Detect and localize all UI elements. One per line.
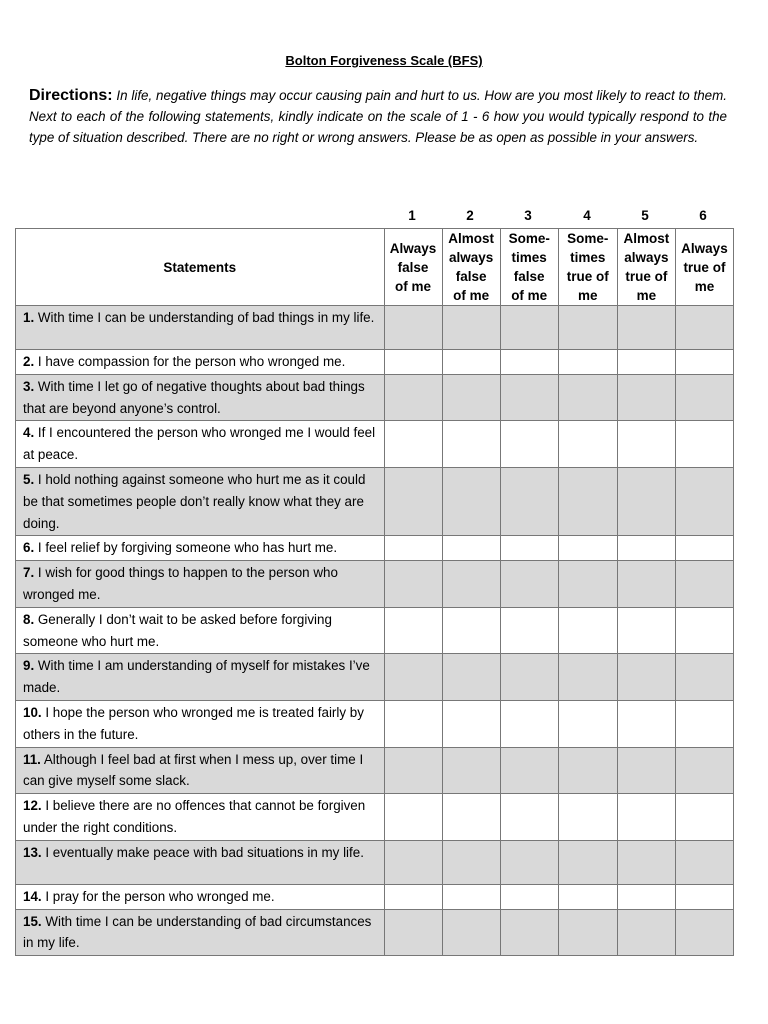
response-cell-4[interactable] — [558, 350, 617, 375]
response-cell-2[interactable] — [442, 909, 500, 956]
statement-text: I believe there are no offences that cannot be forgiven under the right conditions. — [23, 798, 366, 835]
response-cell-5[interactable] — [617, 654, 675, 701]
option-header-1 — [384, 229, 442, 306]
statements-header: Statements — [16, 229, 385, 306]
response-cell-1[interactable] — [384, 536, 442, 561]
response-cell-3[interactable] — [500, 884, 558, 909]
option-header-line: me — [636, 288, 657, 303]
scale-number-3: 3 — [524, 208, 532, 223]
response-cell-1[interactable] — [384, 374, 442, 421]
statement-number: 5. — [23, 471, 35, 487]
response-cell-4[interactable] — [558, 421, 617, 468]
statement-text: With time I am understanding of myself for mistakes I’ve made. — [23, 658, 370, 696]
response-cell-1[interactable] — [384, 794, 442, 841]
response-cell-4[interactable] — [558, 467, 617, 535]
response-cell-4[interactable] — [558, 536, 617, 561]
statement-text: If I encountered the person who wronged me I would feel at peace. — [23, 425, 376, 463]
option-header-line: always — [624, 250, 669, 265]
statement-cell — [16, 884, 385, 909]
statement-cell — [16, 561, 385, 608]
directions-lead: Directions: — [29, 87, 113, 104]
option-header-line: false — [455, 269, 487, 284]
statement-number: 2. — [23, 354, 35, 369]
statement-number: 3. — [23, 378, 35, 394]
response-cell-2[interactable] — [442, 840, 500, 884]
option-header-line: Almost — [448, 231, 494, 246]
response-cell-1[interactable] — [384, 909, 442, 956]
table-row — [16, 909, 734, 956]
response-cell-6[interactable] — [675, 561, 733, 608]
option-header-line: me — [578, 288, 598, 303]
option-header-line: Some- — [508, 231, 550, 246]
response-cell-3[interactable] — [500, 654, 558, 701]
statement-number: 8. — [23, 611, 35, 627]
option-header-6 — [675, 229, 733, 306]
table-header-row — [16, 229, 734, 306]
page-title: Bolton Forgiveness Scale (BFS) — [285, 53, 483, 68]
table-row — [16, 654, 734, 701]
statement-number: 10. — [23, 704, 42, 720]
table-row — [16, 700, 734, 747]
response-cell-6[interactable] — [675, 747, 733, 794]
response-cell-6[interactable] — [675, 306, 733, 350]
option-header-line: always — [448, 250, 494, 265]
response-cell-1[interactable] — [384, 421, 442, 468]
statement-text: Generally I don’t wait to be asked before forgiving someone who hurt me. — [23, 611, 332, 649]
table-row — [16, 421, 734, 468]
option-header-4 — [558, 229, 617, 306]
statement-cell — [16, 654, 385, 701]
response-cell-5[interactable] — [617, 909, 675, 956]
statement-cell — [16, 467, 385, 535]
response-cell-4[interactable] — [558, 700, 617, 747]
statement-text: With time I let go of negative thoughts about bad things that are beyond anyone’s control. — [23, 378, 365, 416]
response-cell-1[interactable] — [384, 747, 442, 794]
response-cell-6[interactable] — [675, 909, 733, 956]
response-cell-3[interactable] — [500, 909, 558, 956]
option-header-line: Always — [389, 240, 437, 256]
directions-text: In life, negative things may occur causing pain and hurt to us. How are you most likely to react to them. Next to each of the following statements, kindly indicate on the scale of 1 - 6 how you would typically respond to the type of situation described. There are no right or wrong answers. Please be as open as possible in your answers. — [29, 88, 727, 145]
response-cell-5[interactable] — [617, 700, 675, 747]
table-row — [16, 840, 734, 884]
statement-text: With time I can be understanding of bad circumstances in my life. — [23, 913, 372, 951]
table-row — [16, 607, 734, 654]
response-cell-2[interactable] — [442, 884, 500, 909]
response-cell-5[interactable] — [617, 536, 675, 561]
response-cell-6[interactable] — [675, 536, 733, 561]
response-cell-4[interactable] — [558, 306, 617, 350]
scale-numbers — [383, 208, 734, 228]
scale-number-5: 5 — [641, 208, 649, 223]
table-row — [16, 561, 734, 608]
response-cell-1[interactable] — [384, 350, 442, 375]
option-header-line: false — [513, 269, 545, 284]
option-header-line: of me — [395, 278, 432, 294]
statement-cell — [16, 909, 385, 956]
response-cell-4[interactable] — [558, 794, 617, 841]
response-cell-5[interactable] — [617, 306, 675, 350]
response-cell-1[interactable] — [384, 884, 442, 909]
statement-text: With time I can be understanding of bad things in my life. — [34, 310, 375, 325]
response-cell-1[interactable] — [384, 467, 442, 535]
response-cell-2[interactable] — [442, 794, 500, 841]
response-cell-3[interactable] — [500, 747, 558, 794]
statement-cell — [16, 536, 385, 561]
directions-paragraph — [29, 85, 727, 148]
statement-rows — [16, 306, 734, 956]
option-header-line: true of — [683, 259, 726, 275]
response-cell-4[interactable] — [558, 374, 617, 421]
statement-cell — [16, 421, 385, 468]
response-cell-2[interactable] — [442, 306, 500, 350]
response-cell-6[interactable] — [675, 884, 733, 909]
response-cell-3[interactable] — [500, 840, 558, 884]
statement-cell — [16, 700, 385, 747]
response-cell-5[interactable] — [617, 840, 675, 884]
statement-cell — [16, 747, 385, 794]
scale-number-1: 1 — [408, 208, 416, 223]
option-header-line: Always — [681, 240, 728, 256]
response-cell-3[interactable] — [500, 306, 558, 350]
statement-number: 4. — [23, 425, 35, 441]
response-cell-2[interactable] — [442, 700, 500, 747]
response-cell-3[interactable] — [500, 607, 558, 654]
option-header-line: of me — [511, 288, 548, 303]
response-cell-6[interactable] — [675, 350, 733, 375]
scale-number-6: 6 — [699, 208, 707, 223]
response-cell-5[interactable] — [617, 561, 675, 608]
response-cell-4[interactable] — [558, 654, 617, 701]
table-row — [16, 350, 734, 375]
response-cell-6[interactable] — [675, 840, 733, 884]
response-cell-3[interactable] — [500, 421, 558, 468]
response-cell-1[interactable] — [384, 561, 442, 608]
statement-cell — [16, 306, 385, 350]
option-header-line: me — [694, 278, 715, 294]
response-cell-1[interactable] — [384, 654, 442, 701]
response-cell-3[interactable] — [500, 794, 558, 841]
response-cell-2[interactable] — [442, 536, 500, 561]
response-cell-5[interactable] — [617, 350, 675, 375]
response-cell-1[interactable] — [384, 607, 442, 654]
response-cell-2[interactable] — [442, 374, 500, 421]
option-header-line: Almost — [623, 231, 670, 246]
response-cell-4[interactable] — [558, 747, 617, 794]
statement-text: I eventually make peace with bad situations in my life. — [41, 844, 364, 860]
statement-cell — [16, 350, 385, 375]
response-cell-3[interactable] — [500, 536, 558, 561]
response-cell-2[interactable] — [442, 421, 500, 468]
table-row — [16, 747, 734, 794]
scale-number-2: 2 — [466, 208, 474, 223]
table-row — [16, 306, 734, 350]
statement-text: I pray for the person who wronged me. — [41, 888, 275, 904]
response-cell-4[interactable] — [558, 607, 617, 654]
response-cell-5[interactable] — [617, 421, 675, 468]
response-cell-6[interactable] — [675, 374, 733, 421]
response-cell-3[interactable] — [500, 467, 558, 535]
table-row — [16, 467, 734, 535]
statement-number: 13. — [23, 844, 42, 860]
response-cell-5[interactable] — [617, 467, 675, 535]
statement-number: 14. — [23, 888, 42, 904]
statement-text: I hold nothing against someone who hurt me as it could be that sometimes people don’t really know what they are doing. — [23, 471, 366, 531]
option-header-3 — [500, 229, 558, 306]
response-cell-4[interactable] — [558, 561, 617, 608]
response-cell-4[interactable] — [558, 840, 617, 884]
statement-text: Although I feel bad at first when I mess up, over time I can give myself some slack. — [23, 751, 364, 789]
response-cell-5[interactable] — [617, 374, 675, 421]
response-cell-2[interactable] — [442, 607, 500, 654]
statement-cell — [16, 607, 385, 654]
statement-number: 7. — [23, 565, 35, 581]
statement-text: I feel relief by forgiving someone who has hurt me. — [34, 540, 338, 556]
response-cell-2[interactable] — [442, 561, 500, 608]
statement-cell — [16, 794, 385, 841]
response-cell-6[interactable] — [675, 607, 733, 654]
response-cell-2[interactable] — [442, 654, 500, 701]
response-cell-5[interactable] — [617, 794, 675, 841]
option-header-2 — [442, 229, 500, 306]
response-cell-6[interactable] — [675, 794, 733, 841]
response-cell-2[interactable] — [442, 350, 500, 375]
statement-cell — [16, 374, 385, 421]
response-cell-6[interactable] — [675, 421, 733, 468]
table-row — [16, 794, 734, 841]
response-cell-5[interactable] — [617, 747, 675, 794]
statement-number: 1. — [23, 310, 35, 325]
response-cell-2[interactable] — [442, 467, 500, 535]
response-cell-6[interactable] — [675, 654, 733, 701]
response-cell-4[interactable] — [558, 909, 617, 956]
statement-number: 12. — [23, 798, 42, 814]
response-cell-4[interactable] — [558, 884, 617, 909]
response-cell-3[interactable] — [500, 374, 558, 421]
option-header-line: true of — [566, 269, 609, 284]
statement-number: 11. — [23, 751, 41, 767]
statement-cell — [16, 840, 385, 884]
response-cell-6[interactable] — [675, 700, 733, 747]
statement-text: I hope the person who wronged me is treated fairly by others in the future. — [23, 704, 364, 742]
response-cell-1[interactable] — [384, 700, 442, 747]
statement-text: I have compassion for the person who wronged me. — [34, 354, 346, 369]
table-row — [16, 884, 734, 909]
option-header-5 — [617, 229, 675, 306]
response-cell-1[interactable] — [384, 840, 442, 884]
response-cell-3[interactable] — [500, 561, 558, 608]
scale-number-4: 4 — [583, 208, 591, 223]
option-header-line: of me — [453, 288, 490, 303]
response-cell-5[interactable] — [617, 607, 675, 654]
option-header-line: times — [570, 250, 606, 265]
statement-number: 9. — [23, 658, 35, 674]
response-cell-3[interactable] — [500, 700, 558, 747]
statement-text: I wish for good things to happen to the person who wronged me. — [23, 565, 338, 602]
option-header-line: Some- — [567, 231, 609, 246]
option-header-line: false — [397, 259, 429, 275]
forgiveness-scale-table — [15, 228, 734, 956]
response-cell-6[interactable] — [675, 467, 733, 535]
table-row — [16, 536, 734, 561]
option-header-line: true of — [625, 269, 668, 284]
option-header-line: times — [511, 250, 547, 265]
response-cell-2[interactable] — [442, 747, 500, 794]
response-cell-5[interactable] — [617, 884, 675, 909]
response-cell-1[interactable] — [384, 306, 442, 350]
statement-number: 15. — [23, 913, 42, 929]
table-row — [16, 374, 734, 421]
response-cell-3[interactable] — [500, 350, 558, 375]
statement-number: 6. — [23, 540, 35, 556]
